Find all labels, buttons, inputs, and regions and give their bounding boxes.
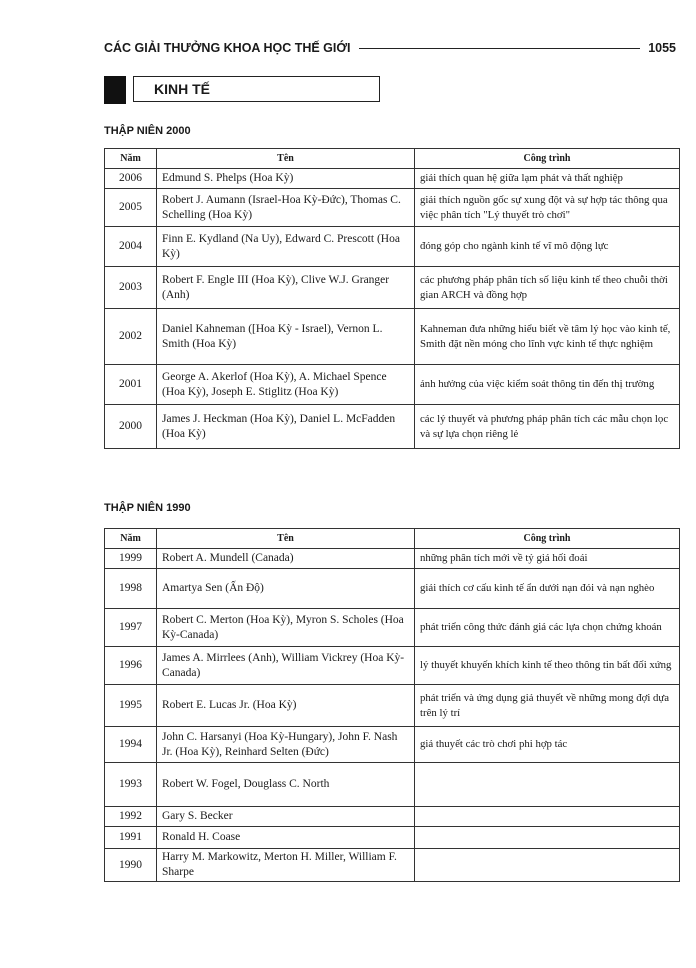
cell-year: 1997 bbox=[105, 609, 157, 647]
cell-name: Gary S. Becker bbox=[157, 807, 415, 827]
cell-work: Kahneman đưa những hiểu biết về tâm lý học vào kinh tế, Smith đặt nền móng cho lĩnh vực kinh tế thực nghiệm bbox=[415, 309, 680, 365]
table-row bbox=[105, 569, 680, 609]
table-row bbox=[105, 763, 680, 807]
section-title-box bbox=[133, 76, 380, 102]
cell-work bbox=[415, 807, 680, 827]
table-row bbox=[105, 309, 680, 365]
table-header-row bbox=[105, 149, 680, 169]
header-title: CÁC GIẢI THƯỞNG KHOA HỌC THẾ GIỚI bbox=[104, 41, 351, 55]
table-row bbox=[105, 267, 680, 309]
table-header-row bbox=[105, 529, 680, 549]
cell-year: 2002 bbox=[105, 309, 157, 365]
cell-name: Robert W. Fogel, Douglass C. North bbox=[157, 763, 415, 807]
cell-work: những phân tích mới về tỷ giá hối đoái bbox=[415, 549, 680, 569]
cell-year: 1993 bbox=[105, 763, 157, 807]
laureates-table-1990 bbox=[104, 528, 680, 882]
cell-name: Finn E. Kydland (Na Uy), Edward C. Prescott (Hoa Kỳ) bbox=[157, 227, 415, 267]
column-header-work: Công trình bbox=[415, 149, 680, 169]
section-marker-block bbox=[104, 76, 126, 104]
cell-name: Amartya Sen (Ấn Độ) bbox=[157, 569, 415, 609]
cell-year: 2003 bbox=[105, 267, 157, 309]
cell-name: Robert A. Mundell (Canada) bbox=[157, 549, 415, 569]
cell-name: Daniel Kahneman ([Hoa Kỳ - Israel), Vernon L. Smith (Hoa Kỳ) bbox=[157, 309, 415, 365]
cell-work: các lý thuyết và phương pháp phân tích các mẫu chọn lọc và sự lựa chọn riêng lẻ bbox=[415, 405, 680, 449]
cell-year: 1991 bbox=[105, 827, 157, 849]
decade-heading-1990: THẬP NIÊN 1990 bbox=[104, 502, 191, 514]
cell-year: 1992 bbox=[105, 807, 157, 827]
cell-year: 1994 bbox=[105, 727, 157, 763]
cell-work: giải thích cơ cấu kinh tế ẩn dưới nạn đói và nạn nghèo bbox=[415, 569, 680, 609]
cell-work: phát triển công thức đánh giá các lựa chọn chứng khoán bbox=[415, 609, 680, 647]
cell-year: 1990 bbox=[105, 849, 157, 882]
cell-year: 2005 bbox=[105, 189, 157, 227]
cell-work: giả thuyết các trò chơi phi hợp tác bbox=[415, 727, 680, 763]
table-row bbox=[105, 189, 680, 227]
cell-work bbox=[415, 827, 680, 849]
table-row bbox=[105, 365, 680, 405]
cell-name: Ronald H. Coase bbox=[157, 827, 415, 849]
cell-work: ảnh hưởng của việc kiểm soát thông tin đến thị trường bbox=[415, 365, 680, 405]
cell-year: 2006 bbox=[105, 169, 157, 189]
cell-name: George A. Akerlof (Hoa Kỳ), A. Michael Spence (Hoa Kỳ), Joseph E. Stiglitz (Hoa Kỳ) bbox=[157, 365, 415, 405]
table-row bbox=[105, 827, 680, 849]
cell-name: Robert E. Lucas Jr. (Hoa Kỳ) bbox=[157, 685, 415, 727]
table-row bbox=[105, 609, 680, 647]
cell-year: 2001 bbox=[105, 365, 157, 405]
cell-work: lý thuyết khuyến khích kinh tế theo thông tin bất đối xứng bbox=[415, 647, 680, 685]
cell-name: Robert J. Aumann (Israel-Hoa Kỳ-Đức), Thomas C. Schelling (Hoa Kỳ) bbox=[157, 189, 415, 227]
table-row bbox=[105, 647, 680, 685]
cell-work bbox=[415, 849, 680, 882]
column-header-name: Tên bbox=[157, 149, 415, 169]
page-number: 1055 bbox=[648, 41, 676, 55]
column-header-year: Năm bbox=[105, 149, 157, 169]
table-row bbox=[105, 807, 680, 827]
table-row bbox=[105, 227, 680, 267]
cell-name: James A. Mirrlees (Anh), William Vickrey (Hoa Kỳ-Canada) bbox=[157, 647, 415, 685]
decade-heading-2000: THẬP NIÊN 2000 bbox=[104, 125, 191, 137]
table-row bbox=[105, 169, 680, 189]
cell-name: Harry M. Markowitz, Merton H. Miller, William F. Sharpe bbox=[157, 849, 415, 882]
cell-name: Edmund S. Phelps (Hoa Kỳ) bbox=[157, 169, 415, 189]
running-header bbox=[104, 38, 676, 58]
column-header-name: Tên bbox=[157, 529, 415, 549]
cell-year: 2004 bbox=[105, 227, 157, 267]
cell-work bbox=[415, 763, 680, 807]
table-row bbox=[105, 405, 680, 449]
cell-name: John C. Harsanyi (Hoa Kỳ-Hungary), John F. Nash Jr. (Hoa Kỳ), Reinhard Selten (Đức) bbox=[157, 727, 415, 763]
cell-name: Robert F. Engle III (Hoa Kỳ), Clive W.J. Granger (Anh) bbox=[157, 267, 415, 309]
table-row bbox=[105, 849, 680, 882]
table-row bbox=[105, 549, 680, 569]
table-row bbox=[105, 685, 680, 727]
cell-year: 1998 bbox=[105, 569, 157, 609]
column-header-year: Năm bbox=[105, 529, 157, 549]
section-title: KINH TẾ bbox=[154, 81, 210, 97]
cell-work: giải thích quan hệ giữa lạm phát và thất nghiệp bbox=[415, 169, 680, 189]
cell-work: phát triển và ứng dụng giả thuyết về những mong đợi dựa trên lý trí bbox=[415, 685, 680, 727]
cell-name: James J. Heckman (Hoa Kỳ), Daniel L. McFadden (Hoa Kỳ) bbox=[157, 405, 415, 449]
table-row bbox=[105, 727, 680, 763]
cell-year: 1996 bbox=[105, 647, 157, 685]
cell-year: 2000 bbox=[105, 405, 157, 449]
cell-work: các phương pháp phân tích số liệu kinh tế theo chuỗi thời gian ARCH và đồng hợp bbox=[415, 267, 680, 309]
laureates-table-2000 bbox=[104, 148, 680, 449]
header-rule bbox=[359, 48, 641, 49]
cell-work: đóng góp cho ngành kinh tế vĩ mô động lực bbox=[415, 227, 680, 267]
column-header-work: Công trình bbox=[415, 529, 680, 549]
cell-name: Robert C. Merton (Hoa Kỳ), Myron S. Scholes (Hoa Kỳ-Canada) bbox=[157, 609, 415, 647]
cell-work: giải thích nguồn gốc sự xung đột và sự hợp tác thông qua việc phân tích "Lý thuyết trò chơi" bbox=[415, 189, 680, 227]
cell-year: 1995 bbox=[105, 685, 157, 727]
cell-year: 1999 bbox=[105, 549, 157, 569]
